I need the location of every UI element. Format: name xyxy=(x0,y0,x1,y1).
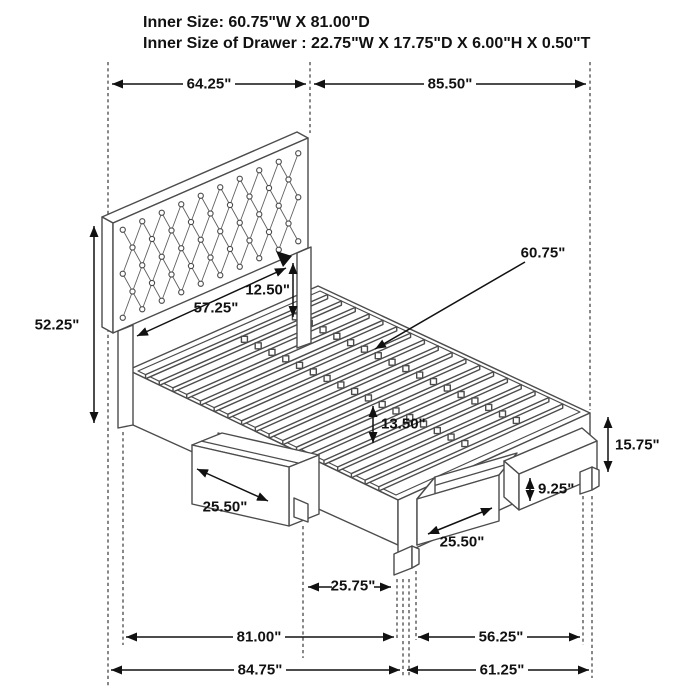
slat-support xyxy=(403,366,409,372)
slat-support xyxy=(513,417,519,423)
tuft-button xyxy=(237,264,242,269)
leader-slat-width xyxy=(375,262,525,349)
slat-support xyxy=(338,382,344,388)
slat-support xyxy=(241,336,247,342)
headboard-right-post xyxy=(297,247,311,348)
slat-support xyxy=(430,379,436,385)
slat-support xyxy=(283,356,289,362)
tuft-button xyxy=(257,168,262,173)
tuft-button xyxy=(179,246,184,251)
slat-support xyxy=(444,385,450,391)
slat-support xyxy=(255,343,261,349)
slat-support xyxy=(462,441,468,447)
slat-support xyxy=(434,428,440,434)
tuft-button xyxy=(130,245,135,250)
tuft-button xyxy=(140,307,145,312)
dim-overall-length: 84.75" xyxy=(237,661,283,679)
slat-support xyxy=(269,349,275,355)
tuft-button xyxy=(266,185,271,190)
tuft-button xyxy=(179,202,184,207)
slat-support xyxy=(348,340,354,346)
slat-support xyxy=(389,359,395,365)
dim-bed-length: 85.50" xyxy=(427,75,473,93)
headboard-side-edge xyxy=(102,217,113,333)
slat-support xyxy=(486,404,492,410)
dim-slat-gap: 13.50" xyxy=(381,415,426,433)
tuft-button xyxy=(179,290,184,295)
dim-foot-drawer-width: 25.50" xyxy=(439,533,485,551)
tuft-button xyxy=(188,263,193,268)
tuft-button xyxy=(286,177,291,182)
dim-slat-width: 60.75" xyxy=(520,244,566,262)
tuft-button xyxy=(130,289,135,294)
tuft-button xyxy=(140,219,145,224)
tuft-button xyxy=(227,246,232,251)
slat-support xyxy=(417,372,423,378)
tuft-button xyxy=(149,236,154,241)
tuft-button xyxy=(198,281,203,286)
tuft-button xyxy=(198,237,203,242)
dim-rail-height: 15.75" xyxy=(615,436,660,454)
slat-support xyxy=(320,327,326,333)
slat-support xyxy=(379,401,385,407)
slat-support xyxy=(352,388,358,394)
tuft-button xyxy=(218,229,223,234)
tuft-button xyxy=(218,185,223,190)
dim-inner-length: 81.00" xyxy=(236,628,282,646)
tuft-button xyxy=(296,195,301,200)
tuft-button xyxy=(276,159,281,164)
tuft-button xyxy=(120,227,125,232)
dim-overall-foot-span: 61.25" xyxy=(479,661,525,679)
tuft-button xyxy=(247,238,252,243)
tuft-button xyxy=(198,193,203,198)
tuft-button xyxy=(257,212,262,217)
tuft-button xyxy=(120,271,125,276)
dim-side-drawer-width: 25.50" xyxy=(202,498,248,516)
tuft-button xyxy=(296,151,301,156)
title-inner-size: Inner Size: 60.75"W X 81.00"D xyxy=(143,14,370,31)
slat-support xyxy=(375,353,381,359)
tuft-button xyxy=(237,176,242,181)
tuft-button xyxy=(169,272,174,277)
foot-left-leg xyxy=(394,546,412,575)
tuft-button xyxy=(296,239,301,244)
tuft-button xyxy=(218,273,223,278)
slat-support xyxy=(448,434,454,440)
tuft-button xyxy=(169,228,174,233)
tuft-button xyxy=(286,221,291,226)
slat-support xyxy=(297,362,303,368)
tuft-button xyxy=(208,255,213,260)
tuft-button xyxy=(276,203,281,208)
tuft-button xyxy=(237,220,242,225)
foot-right-leg xyxy=(580,467,592,494)
tuft-button xyxy=(159,210,164,215)
slat-support xyxy=(393,408,399,414)
slat-support xyxy=(361,346,367,352)
dim-headboard-width: 64.25" xyxy=(186,75,232,93)
tuft-button xyxy=(227,202,232,207)
tuft-button xyxy=(208,211,213,216)
dim-foot-inner-span: 56.25" xyxy=(478,628,524,646)
headboard-left-post xyxy=(118,325,133,428)
slat-support xyxy=(472,398,478,404)
dim-headboard-height: 52.25" xyxy=(34,316,80,334)
slat-support xyxy=(334,333,340,339)
slat-support xyxy=(324,375,330,381)
dim-leg-offset: 25.75" xyxy=(330,577,376,595)
foot-right-leg-side xyxy=(592,467,599,490)
tuft-button xyxy=(159,298,164,303)
tuft-button xyxy=(120,315,125,320)
tuft-button xyxy=(159,254,164,259)
tuft-button xyxy=(257,256,262,261)
dim-drawer-face-height: 9.25" xyxy=(538,480,575,498)
tuft-button xyxy=(247,194,252,199)
dim-panel-to-deck: 12.50" xyxy=(245,281,290,299)
slat-support xyxy=(310,369,316,375)
slat-support xyxy=(365,395,371,401)
title-drawer-size: Inner Size of Drawer : 22.75"W X 17.75"D X 6.00"H X 0.50"T xyxy=(143,35,591,52)
dim-panel-width: 57.25" xyxy=(193,299,239,317)
tuft-button xyxy=(140,263,145,268)
tuft-button xyxy=(266,229,271,234)
tuft-button xyxy=(149,280,154,285)
slat-support xyxy=(458,392,464,398)
foot-left-leg-side xyxy=(412,546,419,568)
tuft-button xyxy=(188,219,193,224)
slat-support xyxy=(500,411,506,417)
